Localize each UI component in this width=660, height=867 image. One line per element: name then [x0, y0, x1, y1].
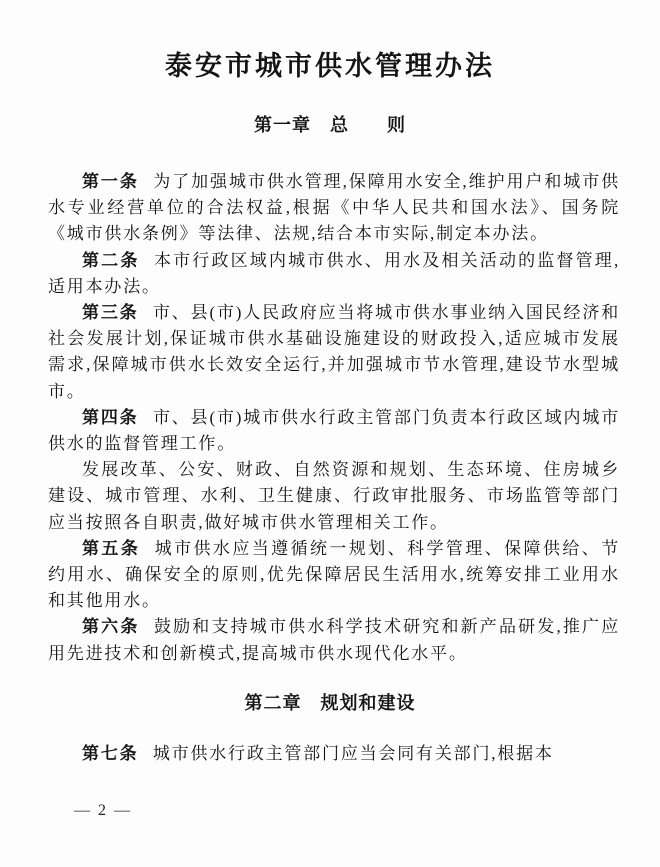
- article-text: 为了加强城市供水管理,保障用水安全,维护用户和城市供水专业经营单位的合法权益,根据《中华人民共和国水法》、国务院《城市供水条例》等法律、法规,结合本市实际,制定本办法。: [48, 172, 620, 244]
- article-text: 鼓励和支持城市供水科学技术研究和新产品研发,推广应用先进技术和创新模式,提高城市供水现代化水平。: [48, 617, 621, 663]
- article-label: 第一条: [82, 172, 139, 191]
- article-text: 发展改革、公安、财政、自然资源和规划、生态环境、住房城乡建设、城市管理、水利、卫生健康、行政审批服务、市场监管等部门应当按照各自职责,做好城市供水管理相关工作。: [48, 460, 620, 532]
- chapter-2-body: [0, 741, 660, 767]
- article-paragraph: [48, 614, 620, 666]
- article-text: 本市行政区域内城市供水、用水及相关活动的监督管理,适用本办法。: [48, 250, 621, 296]
- article-paragraph: [48, 536, 620, 615]
- article-label: 第六条: [82, 617, 140, 637]
- document-title: 泰安市城市供水管理办法: [165, 51, 495, 81]
- article-text: 市、县(市)人民政府应当将城市供水事业纳入国民经济和社会发展计划,保证城市供水基础设施建设的财政投入,适应城市发展需求,保障城市供水长效安全运行,并加强城市节水管理,建设节水型城市。: [48, 303, 620, 401]
- chapter-1-heading: 第一章 总 则: [254, 115, 406, 135]
- article-label: 第二条: [82, 250, 140, 270]
- chapter-2-heading: 第二章 规划和建设: [244, 692, 416, 713]
- article-paragraph: [48, 741, 620, 767]
- article-label: 第四条: [82, 407, 139, 427]
- article-text: 城市供水行政主管部门应当会同有关部门,根据本: [152, 743, 554, 763]
- chapter-1-body: [0, 169, 660, 667]
- article-paragraph: [48, 248, 620, 300]
- article-label: 第五条: [82, 538, 141, 558]
- article-label: 第三条: [82, 303, 139, 323]
- article-paragraph: [48, 300, 620, 405]
- article-label: 第七条: [82, 743, 139, 763]
- article-paragraph: [48, 405, 620, 457]
- article-text: 城市供水应当遵循统一规划、科学管理、保障供给、节约用水、确保安全的原则,优先保障居民生活用水,统筹安排工业用水和其他用水。: [48, 538, 620, 611]
- article-paragraph: [48, 169, 620, 248]
- page-number: — 2 —: [74, 802, 132, 819]
- article-paragraph: [48, 457, 620, 536]
- article-text: 市、县(市)城市供水行政主管部门负责本行政区域内城市供水的监督管理工作。: [48, 407, 620, 454]
